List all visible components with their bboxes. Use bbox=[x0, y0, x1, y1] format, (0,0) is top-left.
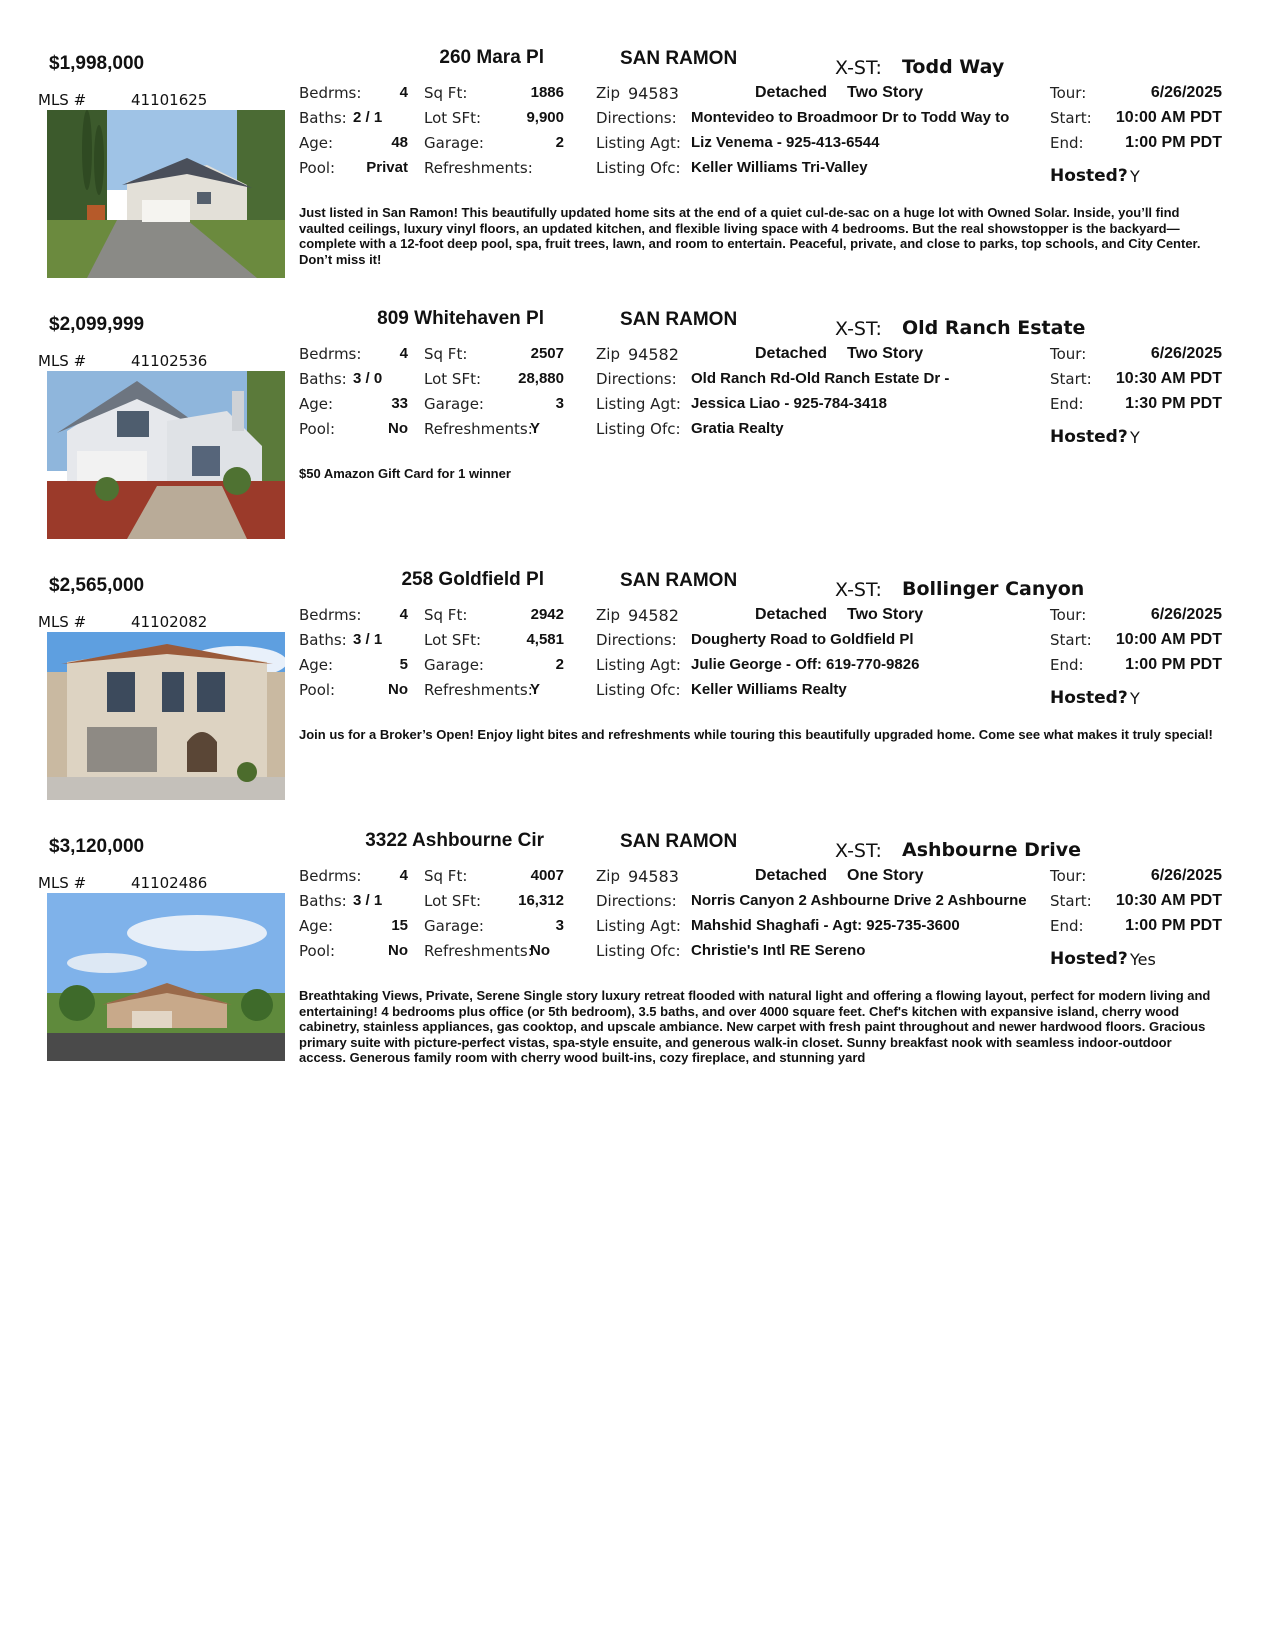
listing-agent-label: Listing Agt: bbox=[596, 395, 681, 413]
sqft-value: 2507 bbox=[530, 345, 564, 362]
end-time: 1:00 PM PDT bbox=[1125, 656, 1222, 673]
age-label: Age: bbox=[299, 656, 334, 674]
garage-value: 2 bbox=[555, 134, 564, 151]
start-label: Start: bbox=[1050, 370, 1092, 388]
property-type: Detached bbox=[755, 867, 828, 884]
refreshments-value: No bbox=[530, 942, 550, 959]
listing-city: SAN RAMON bbox=[620, 309, 738, 330]
hosted-label: Hosted? bbox=[1050, 427, 1128, 447]
start-time: 10:00 AM PDT bbox=[1115, 631, 1222, 648]
cross-street-value: Old Ranch Estate bbox=[902, 317, 1086, 339]
tour-label: Tour: bbox=[1050, 345, 1087, 363]
property-story: Two Story bbox=[847, 345, 924, 362]
zip-label: Zip bbox=[596, 84, 620, 102]
property-story: Two Story bbox=[847, 606, 924, 623]
age-value: 15 bbox=[391, 917, 408, 934]
zip-label: Zip bbox=[596, 867, 620, 885]
property-photo bbox=[47, 110, 285, 278]
refreshments-label: Refreshments: bbox=[424, 942, 533, 960]
directions-label: Directions: bbox=[596, 109, 677, 127]
pool-label: Pool: bbox=[299, 681, 336, 699]
lot-sqft-label: Lot SFt: bbox=[424, 109, 482, 127]
lot-sqft-value: 16,312 bbox=[518, 892, 564, 909]
mls-label: MLS # bbox=[38, 352, 87, 370]
pool-value: Privat bbox=[366, 159, 408, 176]
sqft-value: 2942 bbox=[530, 606, 564, 623]
age-label: Age: bbox=[299, 395, 334, 413]
listing-card bbox=[0, 562, 1275, 822]
start-label: Start: bbox=[1050, 631, 1092, 649]
end-label: End: bbox=[1050, 134, 1084, 152]
pool-value: No bbox=[388, 942, 408, 959]
listing-card bbox=[0, 823, 1275, 1083]
listing-address: 809 Whitehaven Pl bbox=[377, 308, 544, 329]
lot-sqft-value: 9,900 bbox=[526, 109, 564, 126]
mls-label: MLS # bbox=[38, 613, 87, 631]
listing-agent-label: Listing Agt: bbox=[596, 917, 681, 935]
listing-address: 260 Mara Pl bbox=[439, 47, 544, 68]
cross-street-value: Todd Way bbox=[902, 56, 1005, 78]
listing-agent-value: Liz Venema - 925-413-6544 bbox=[691, 134, 880, 151]
garage-value: 3 bbox=[555, 917, 564, 934]
directions-value: Norris Canyon 2 Ashbourne Drive 2 Ashbourne bbox=[691, 892, 1027, 909]
start-label: Start: bbox=[1050, 109, 1092, 127]
pool-label: Pool: bbox=[299, 942, 336, 960]
refreshments-label: Refreshments: bbox=[424, 159, 533, 177]
listing-office-label: Listing Ofc: bbox=[596, 159, 681, 177]
baths-value: 3 / 0 bbox=[353, 370, 383, 387]
baths-value: 3 / 1 bbox=[353, 631, 383, 648]
zip-value: 94582 bbox=[628, 606, 679, 625]
mls-number: 41102486 bbox=[131, 874, 208, 892]
tour-label: Tour: bbox=[1050, 84, 1087, 102]
property-photo bbox=[47, 893, 285, 1061]
baths-label: Baths: bbox=[299, 631, 347, 649]
cross-street-label: X-ST: bbox=[835, 840, 882, 862]
cross-street-label: X-ST: bbox=[835, 318, 882, 340]
hosted-label: Hosted? bbox=[1050, 166, 1128, 186]
mls-label: MLS # bbox=[38, 91, 87, 109]
start-time: 10:30 AM PDT bbox=[1115, 370, 1222, 387]
tour-label: Tour: bbox=[1050, 867, 1087, 885]
bedrooms-value: 4 bbox=[399, 867, 408, 884]
sqft-label: Sq Ft: bbox=[424, 84, 468, 102]
mls-number: 41102082 bbox=[131, 613, 208, 631]
property-story: Two Story bbox=[847, 84, 924, 101]
tour-date: 6/26/2025 bbox=[1150, 606, 1222, 623]
property-type: Detached bbox=[755, 84, 828, 101]
listing-agent-value: Mahshid Shaghafi - Agt: 925-735-3600 bbox=[691, 917, 960, 934]
lot-sqft-label: Lot SFt: bbox=[424, 631, 482, 649]
zip-value: 94583 bbox=[628, 867, 679, 886]
lot-sqft-label: Lot SFt: bbox=[424, 892, 482, 910]
directions-label: Directions: bbox=[596, 892, 677, 910]
listing-city: SAN RAMON bbox=[620, 570, 738, 591]
sqft-label: Sq Ft: bbox=[424, 345, 468, 363]
cross-street-label: X-ST: bbox=[835, 579, 882, 601]
bedrooms-value: 4 bbox=[399, 84, 408, 101]
tour-label: Tour: bbox=[1050, 606, 1087, 624]
end-label: End: bbox=[1050, 395, 1084, 413]
property-photo bbox=[47, 632, 285, 800]
listing-address: 3322 Ashbourne Cir bbox=[365, 830, 544, 851]
pool-value: No bbox=[388, 681, 408, 698]
listing-price: $2,099,999 bbox=[49, 314, 145, 335]
baths-label: Baths: bbox=[299, 370, 347, 388]
pool-label: Pool: bbox=[299, 159, 336, 177]
lot-sqft-value: 4,581 bbox=[526, 631, 564, 648]
tour-date: 6/26/2025 bbox=[1150, 84, 1222, 101]
baths-label: Baths: bbox=[299, 109, 347, 127]
listing-office-label: Listing Ofc: bbox=[596, 420, 681, 438]
listing-office-value: Keller Williams Tri-Valley bbox=[691, 159, 868, 176]
listing-agent-value: Julie George - Off: 619-770-9826 bbox=[691, 656, 920, 673]
start-time: 10:30 AM PDT bbox=[1115, 892, 1222, 909]
zip-label: Zip bbox=[596, 345, 620, 363]
mls-number: 41102536 bbox=[131, 352, 208, 370]
baths-label: Baths: bbox=[299, 892, 347, 910]
garage-label: Garage: bbox=[424, 134, 484, 152]
baths-value: 2 / 1 bbox=[353, 109, 383, 126]
age-label: Age: bbox=[299, 134, 334, 152]
bedrooms-label: Bedrms: bbox=[299, 606, 362, 624]
hosted-label: Hosted? bbox=[1050, 949, 1128, 969]
hosted-value: Y bbox=[1130, 167, 1140, 186]
listing-card bbox=[0, 301, 1275, 561]
start-time: 10:00 AM PDT bbox=[1115, 109, 1222, 126]
refreshments-value: Y bbox=[530, 420, 541, 437]
lot-sqft-value: 28,880 bbox=[518, 370, 564, 387]
listing-remarks: Breathtaking Views, Private, Serene Single story luxury retreat flooded with natural light and offering a flowing layout, perfect for modern living and entertaining! 4 bedrooms plus office (or 5th bedroom), 3.5 baths, and over 4000 square feet. Chef's kitchen with expansive island, cherry wood cabinetry, stainless appliances, gas cooktop, and upscale ambiance. New carpet with fresh paint throughout and newer hardwood floors. Gracious primary suite with picture-perfect vistas, spa-style ensuite, and generous walk-in closet. Sunny breakfast nook with seamless indoor-outdoor access. Generous family room with cherry wood built-ins, cozy fireplace, and stunning yard bbox=[299, 988, 1211, 1065]
sqft-value: 4007 bbox=[530, 867, 564, 884]
listing-remarks: $50 Amazon Gift Card for 1 winner bbox=[299, 466, 511, 481]
garage-value: 2 bbox=[555, 656, 564, 673]
listing-remarks: Join us for a Broker’s Open! Enjoy light bites and refreshments while touring this beautifully upgraded home. Come see what makes it truly special! bbox=[299, 727, 1213, 742]
cross-street-label: X-ST: bbox=[835, 57, 882, 79]
sqft-label: Sq Ft: bbox=[424, 606, 468, 624]
end-label: End: bbox=[1050, 917, 1084, 935]
directions-label: Directions: bbox=[596, 631, 677, 649]
baths-value: 3 / 1 bbox=[353, 892, 383, 909]
bedrooms-label: Bedrms: bbox=[299, 84, 362, 102]
hosted-label: Hosted? bbox=[1050, 688, 1128, 708]
tour-date: 6/26/2025 bbox=[1150, 345, 1222, 362]
garage-label: Garage: bbox=[424, 917, 484, 935]
listing-price: $2,565,000 bbox=[49, 575, 145, 596]
listing-city: SAN RAMON bbox=[620, 831, 738, 852]
hosted-value: Yes bbox=[1130, 950, 1156, 969]
garage-label: Garage: bbox=[424, 656, 484, 674]
age-value: 48 bbox=[391, 134, 408, 151]
zip-label: Zip bbox=[596, 606, 620, 624]
directions-label: Directions: bbox=[596, 370, 677, 388]
garage-label: Garage: bbox=[424, 395, 484, 413]
sqft-label: Sq Ft: bbox=[424, 867, 468, 885]
property-photo bbox=[47, 371, 285, 539]
property-story: One Story bbox=[847, 867, 924, 884]
sqft-value: 1886 bbox=[530, 84, 564, 101]
listing-agent-label: Listing Agt: bbox=[596, 656, 681, 674]
garage-value: 3 bbox=[555, 395, 564, 412]
bedrooms-value: 4 bbox=[399, 606, 408, 623]
listing-office-value: Christie's Intl RE Sereno bbox=[691, 942, 866, 959]
zip-value: 94582 bbox=[628, 345, 679, 364]
listing-office-label: Listing Ofc: bbox=[596, 681, 681, 699]
directions-value: Dougherty Road to Goldfield Pl bbox=[691, 631, 914, 648]
zip-value: 94583 bbox=[628, 84, 679, 103]
hosted-value: Y bbox=[1130, 428, 1140, 447]
cross-street-value: Bollinger Canyon bbox=[902, 578, 1085, 600]
listing-remarks: Just listed in San Ramon! This beautifully updated home sits at the end of a quiet cul-de-sac on a huge lot with Owned Solar. Inside, you’ll find vaulted ceilings, luxury vinyl floors, an updated kitchen, and flexible living space with 4 bedrooms. But the real showstopper is the backyard—complete with a 12-foot deep pool, spa, fruit trees, lawn, and room to entertain. Peaceful, private, and close to parks, top schools, and City Center. Don’t miss it! bbox=[299, 205, 1201, 267]
end-time: 1:30 PM PDT bbox=[1125, 395, 1222, 412]
refreshments-value: Y bbox=[530, 681, 541, 698]
bedrooms-label: Bedrms: bbox=[299, 867, 362, 885]
listing-office-label: Listing Ofc: bbox=[596, 942, 681, 960]
pool-label: Pool: bbox=[299, 420, 336, 438]
listing-city: SAN RAMON bbox=[620, 48, 738, 69]
listing-agent-value: Jessica Liao - 925-784-3418 bbox=[691, 395, 887, 412]
mls-number: 41101625 bbox=[131, 91, 208, 109]
property-type: Detached bbox=[755, 606, 828, 623]
start-label: Start: bbox=[1050, 892, 1092, 910]
hosted-value: Y bbox=[1130, 689, 1140, 708]
age-value: 5 bbox=[399, 656, 408, 673]
listing-office-value: Gratia Realty bbox=[691, 420, 784, 437]
bedrooms-value: 4 bbox=[399, 345, 408, 362]
refreshments-label: Refreshments: bbox=[424, 681, 533, 699]
pool-value: No bbox=[388, 420, 408, 437]
end-label: End: bbox=[1050, 656, 1084, 674]
listing-card bbox=[0, 40, 1275, 300]
mls-label: MLS # bbox=[38, 874, 87, 892]
listing-address: 258 Goldfield Pl bbox=[401, 569, 544, 590]
property-type: Detached bbox=[755, 345, 828, 362]
listing-office-value: Keller Williams Realty bbox=[691, 681, 847, 698]
tour-date: 6/26/2025 bbox=[1150, 867, 1222, 884]
listing-price: $3,120,000 bbox=[49, 836, 145, 857]
listing-price: $1,998,000 bbox=[49, 53, 145, 74]
age-label: Age: bbox=[299, 917, 334, 935]
lot-sqft-label: Lot SFt: bbox=[424, 370, 482, 388]
refreshments-label: Refreshments: bbox=[424, 420, 533, 438]
listing-agent-label: Listing Agt: bbox=[596, 134, 681, 152]
directions-value: Old Ranch Rd-Old Ranch Estate Dr - bbox=[691, 370, 950, 387]
end-time: 1:00 PM PDT bbox=[1125, 134, 1222, 151]
end-time: 1:00 PM PDT bbox=[1125, 917, 1222, 934]
directions-value: Montevideo to Broadmoor Dr to Todd Way to bbox=[691, 109, 1010, 126]
age-value: 33 bbox=[391, 395, 408, 412]
cross-street-value: Ashbourne Drive bbox=[902, 839, 1082, 861]
bedrooms-label: Bedrms: bbox=[299, 345, 362, 363]
